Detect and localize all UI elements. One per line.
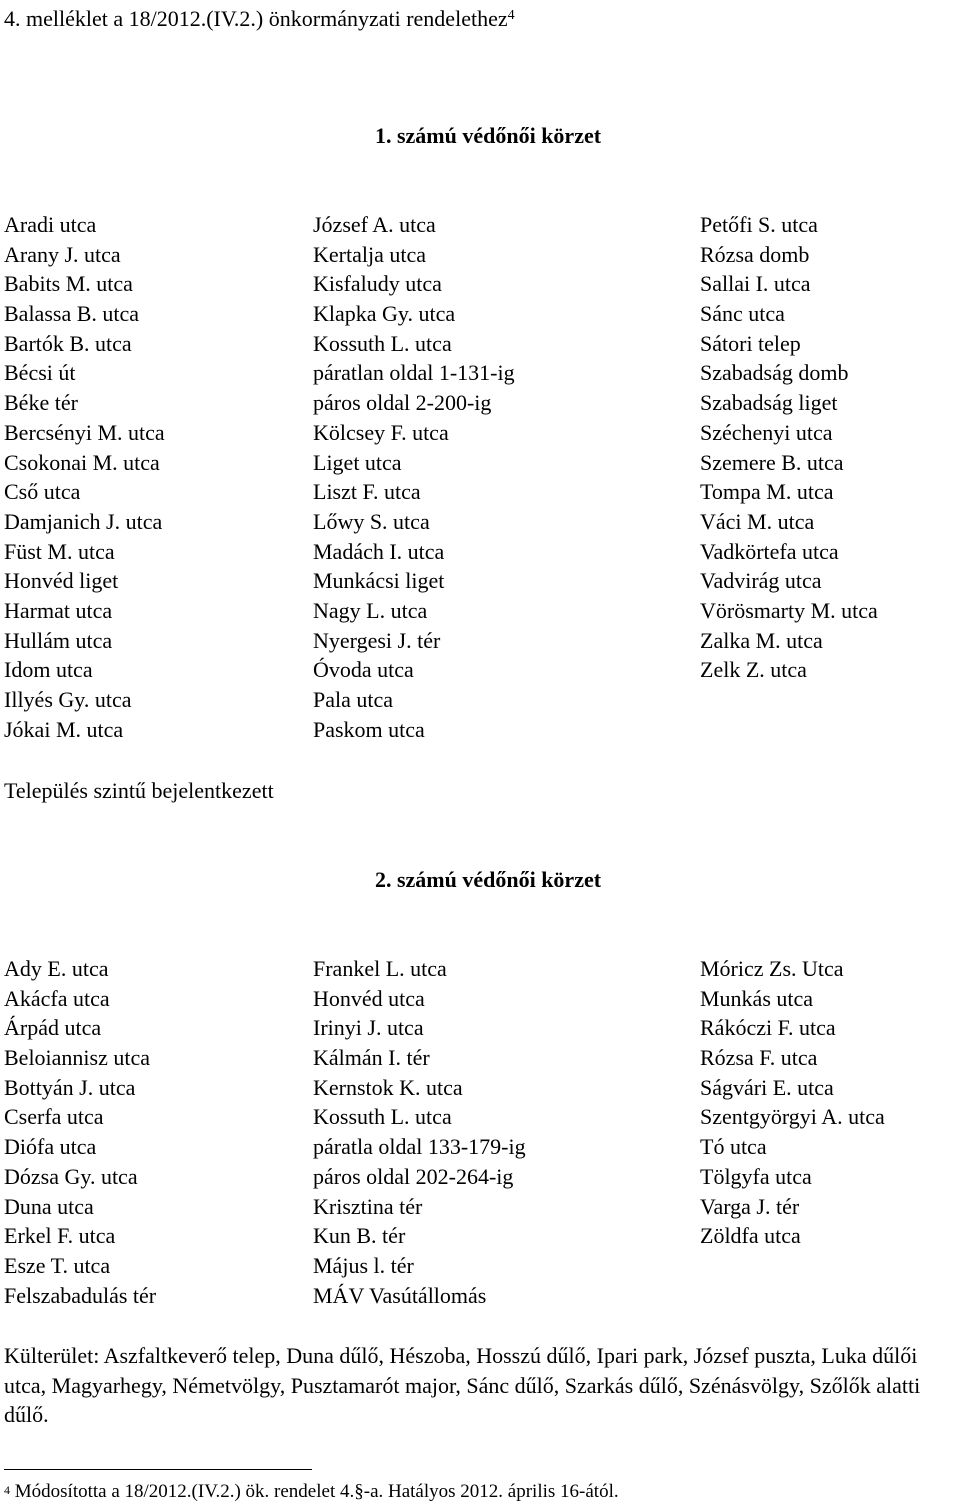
settlement-level-note: Település szintű bejelentkezett — [4, 778, 274, 803]
street-item: Illyés Gy. utca — [4, 687, 132, 712]
street-item: MÁV Vasútállomás — [313, 1282, 487, 1308]
street-item: Krisztina tér — [313, 1193, 423, 1219]
footnote-text: Módosította a 18/2012.(IV.2.) ök. rendelet 4.§-a. Hatályos 2012. április 16-ától. — [10, 1481, 619, 1502]
street-item: Kisfaludy utca — [313, 271, 442, 297]
street-item: Cső utca — [4, 479, 81, 505]
street-item: Vadkörtefa utca — [700, 538, 839, 564]
street-item: Kertalja utca — [313, 241, 426, 267]
street-item: Rákóczi F. utca — [700, 1015, 836, 1041]
street-item: Pala utca — [313, 687, 394, 712]
street-item: Árpád utca — [4, 1015, 102, 1041]
street-item: Akácfa utca — [4, 985, 110, 1011]
footnote-mark: 4 — [4, 1483, 10, 1497]
street-item: Hullám utca — [4, 627, 113, 653]
street-item: Munkácsi liget — [313, 568, 445, 594]
street-item: Kun B. tér — [313, 1223, 406, 1249]
street-item: Esze T. utca — [4, 1252, 111, 1278]
street-item: Balassa B. utca — [4, 301, 140, 327]
annex-header — [4, 6, 515, 32]
street-item: Kálmán I. tér — [313, 1045, 430, 1071]
street-item: Jókai M. utca — [4, 716, 124, 742]
street-item: Idom utca — [4, 657, 93, 683]
street-item: Kernstok K. utca — [313, 1074, 463, 1100]
street-item: Óvoda utca — [313, 657, 414, 683]
street-item: Sallai I. utca — [700, 271, 811, 297]
district-1-column-3 — [700, 210, 878, 685]
street-item: Felszabadulás tér — [4, 1282, 157, 1308]
street-item: Váci M. utca — [700, 508, 815, 534]
street-item: Kossuth L. utca — [313, 1104, 452, 1130]
street-item: Nagy L. utca — [313, 597, 428, 623]
district-2-title: 2. számú védőnői körzet — [374, 867, 602, 892]
street-item: Móricz Zs. Utca — [700, 956, 844, 981]
street-item: Tompa M. utca — [700, 479, 834, 505]
street-item: Dózsa Gy. utca — [4, 1163, 138, 1189]
street-item: Irinyi J. utca — [313, 1015, 424, 1041]
street-item: Béke tér — [4, 390, 78, 416]
street-item: Aradi utca — [4, 212, 97, 237]
street-item: Vadvirág utca — [700, 568, 822, 594]
street-item: Klapka Gy. utca — [313, 301, 456, 327]
street-item: Bottyán J. utca — [4, 1074, 136, 1100]
street-item: Szentgyörgyi A. utca — [700, 1104, 885, 1130]
street-item: páratlan oldal 1-131-ig — [313, 360, 515, 386]
street-item: Zöldfa utca — [700, 1223, 801, 1249]
street-item: Madách I. utca — [313, 538, 445, 564]
street-item: Füst M. utca — [4, 538, 115, 564]
street-item: Duna utca — [4, 1193, 94, 1219]
street-item: Tölgyfa utca — [700, 1163, 812, 1189]
street-item: Honvéd liget — [4, 568, 119, 594]
street-item: Nyergesi J. tér — [313, 627, 441, 653]
street-item: Május l. tér — [313, 1252, 414, 1278]
street-item: Cserfa utca — [4, 1104, 104, 1130]
street-item: Szabadság liget — [700, 390, 838, 416]
street-item: Zelk Z. utca — [700, 657, 807, 683]
street-item: Diófa utca — [4, 1134, 97, 1160]
district-1-column-1 — [4, 210, 165, 744]
street-item: József A. utca — [313, 212, 436, 237]
street-item: Bercsényi M. utca — [4, 419, 165, 445]
street-item: Sánc utca — [700, 301, 785, 327]
street-item: Sátori telep — [700, 330, 801, 356]
street-item: Vörösmarty M. utca — [700, 597, 878, 623]
district-1-column-2 — [313, 210, 515, 744]
street-item: Szabadság domb — [700, 360, 849, 386]
footnote-separator — [4, 1469, 312, 1470]
street-item: Ady E. utca — [4, 956, 109, 981]
street-item: Bécsi út — [4, 360, 76, 386]
district-1-title: 1. számú védőnői körzet — [374, 123, 602, 148]
street-item: Beloiannisz utca — [4, 1045, 151, 1071]
district-2-column-1 — [4, 954, 156, 1310]
street-item: Petőfi S. utca — [700, 212, 818, 237]
street-item: Varga J. tér — [700, 1193, 800, 1219]
street-item: Rózsa F. utca — [700, 1045, 818, 1071]
street-item: Lőwy S. utca — [313, 508, 430, 534]
outskirts-paragraph: Külterület: Aszfaltkeverő telep, Duna dűlő, Hészoba, Hosszú dűlő, Ipari park, József puszta, Luka dűlői utca, Magyarhegy, Németvölgy, Pusztamarót major, Sánc dűlő, Szarkás dűlő, Szénásvölgy, Szőlők alatti dűlő. — [4, 1343, 921, 1427]
district-2-column-2 — [313, 954, 526, 1310]
street-item: Damjanich J. utca — [4, 508, 163, 534]
street-item: Liget utca — [313, 449, 402, 475]
street-item: páros oldal 2-200-ig — [313, 390, 492, 416]
annex-header-text: 4. melléklet a 18/2012.(IV.2.) önkormányzati rendelethez — [4, 6, 508, 31]
street-item: Frankel L. utca — [313, 956, 447, 981]
street-item: Zalka M. utca — [700, 627, 823, 653]
footnote — [4, 1480, 619, 1504]
street-item: Rózsa domb — [700, 241, 810, 267]
street-item: Munkás utca — [700, 985, 814, 1011]
street-item: Paskom utca — [313, 716, 425, 742]
street-item: páros oldal 202-264-ig — [313, 1163, 514, 1189]
street-item: Erkel F. utca — [4, 1223, 116, 1249]
street-item: páratla oldal 133-179-ig — [313, 1134, 526, 1160]
header-footnote-mark: 4 — [507, 8, 515, 23]
street-item: Tó utca — [700, 1134, 767, 1160]
street-item: Arany J. utca — [4, 241, 121, 267]
street-item: Bartók B. utca — [4, 330, 132, 356]
street-item: Kossuth L. utca — [313, 330, 452, 356]
street-item: Kölcsey F. utca — [313, 419, 449, 445]
street-item: Ságvári E. utca — [700, 1074, 834, 1100]
street-item: Csokonai M. utca — [4, 449, 160, 475]
street-item: Honvéd utca — [313, 985, 425, 1011]
street-item: Szemere B. utca — [700, 449, 844, 475]
street-item: Babits M. utca — [4, 271, 133, 297]
district-2-column-3 — [700, 954, 885, 1251]
street-item: Széchenyi utca — [700, 419, 833, 445]
street-item: Harmat utca — [4, 597, 113, 623]
street-item: Liszt F. utca — [313, 479, 421, 505]
